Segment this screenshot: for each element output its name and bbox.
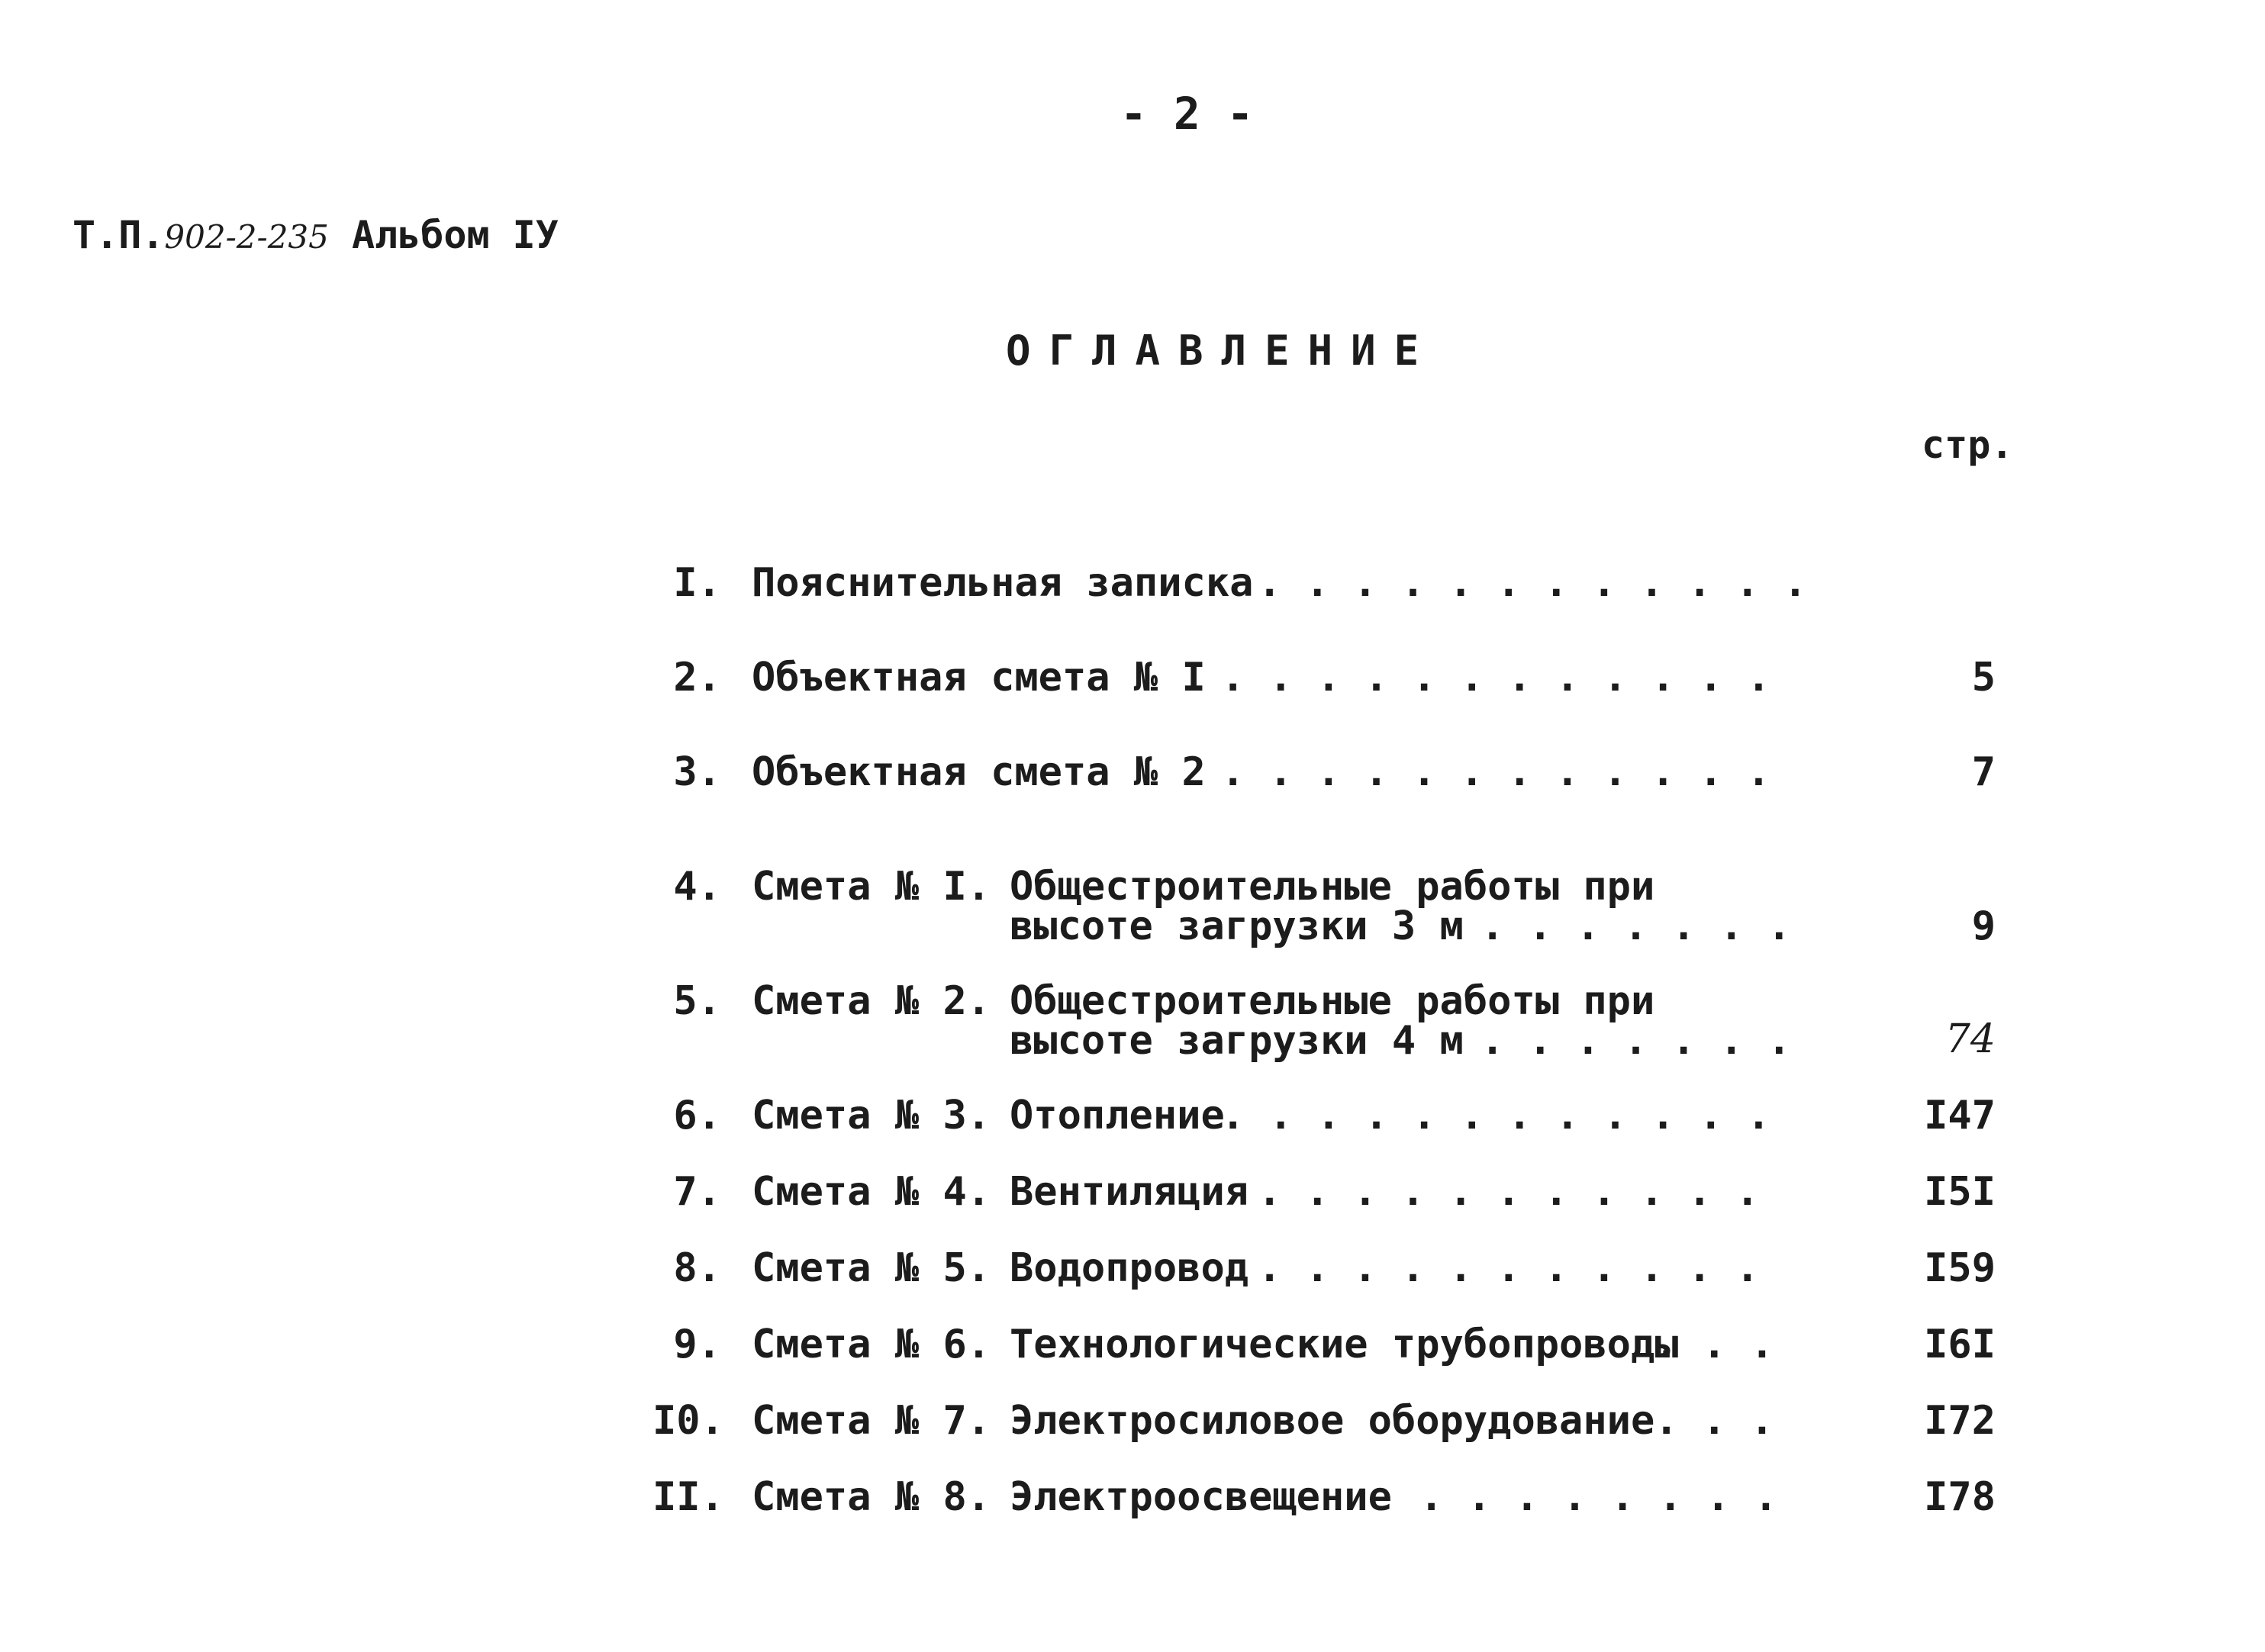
toc-entry-dots: . . . . . . . <box>1480 903 1791 949</box>
toc-entry-page: I47 <box>1924 1093 1996 1138</box>
toc-entry-label: Объектная смета № 2 <box>752 749 1206 795</box>
toc-entry-dots: . . . . . . . . <box>1419 1474 1778 1520</box>
toc-entry-number: 8. <box>673 1245 721 1291</box>
toc-entry-number: 7. <box>673 1169 721 1215</box>
toc-entry-label: Смета № 7. <box>752 1398 991 1444</box>
toc-entry-title-line1: Вентиляция <box>1010 1169 1249 1215</box>
doc-ref-handwritten-code: 902-2-235 <box>164 218 329 256</box>
toc-entry-dots: . . . <box>1654 1398 1774 1444</box>
doc-ref-spacer <box>329 213 352 257</box>
toc-entry-title-line1: Технологические трубопроводы <box>1010 1322 1679 1367</box>
toc-entry-page: I59 <box>1924 1245 1996 1291</box>
toc-entry-title-line1: Водопровод <box>1010 1245 1249 1291</box>
toc-entry-page: I72 <box>1924 1398 1996 1444</box>
toc-entry-page: I5I <box>1924 1169 1996 1215</box>
toc-entry-number: 9. <box>673 1322 721 1367</box>
toc-entry-label: Смета № 2. <box>752 978 991 1024</box>
toc-entry-title-line1: Общестроительные работы при <box>1010 978 1655 1024</box>
toc-entry-number: 6. <box>673 1093 721 1138</box>
toc-entry-page: 7 <box>1971 749 1996 795</box>
toc-entry-dots: . . . . . . . <box>1480 1018 1791 1064</box>
toc-title: ОГЛАВЛЕНИЕ <box>1006 327 1438 375</box>
doc-ref-suffix: Альбом IУ <box>351 213 559 257</box>
toc-entry-number: 3. <box>673 749 721 795</box>
page-number: - 2 - <box>1120 88 1254 140</box>
toc-entry-dots: . . . . . . . . . . . <box>1258 1169 1760 1215</box>
document-reference <box>72 213 559 257</box>
doc-ref-prefix: Т.П. <box>72 213 165 257</box>
toc-entry-title-line1: Общестроительные работы при <box>1010 864 1655 910</box>
toc-entry-label: Смета № 5. <box>752 1245 991 1291</box>
toc-entry-dots: . . . . . . . . . . . . <box>1221 749 1771 795</box>
toc-entry-page: 74 <box>1944 1016 1996 1062</box>
toc-entry-label: Смета № 6. <box>752 1322 991 1367</box>
toc-entry-number: 2. <box>673 655 721 700</box>
toc-entry-page: 9 <box>1971 903 1996 949</box>
toc-entry-dots: . . . . . . . . . . . . <box>1258 560 1808 606</box>
toc-entry-title-line1: Электросиловое оборудование <box>1010 1398 1655 1444</box>
toc-entry-title-line2: высоте загрузки 3 м <box>1010 903 1464 949</box>
toc-entry-number: II. <box>652 1474 724 1520</box>
page-column-header: стр. <box>1922 423 2014 467</box>
toc-entry-page: 5 <box>1971 655 1996 700</box>
toc-entry-label: Объектная смета № I <box>752 655 1206 700</box>
toc-entry-label: Смета № 4. <box>752 1169 991 1215</box>
toc-entry-label: Смета № 3. <box>752 1093 991 1138</box>
toc-entry-title-line1: Электроосвещение <box>1010 1474 1392 1520</box>
toc-entry-number: I. <box>673 560 721 606</box>
toc-entry-label: Смета № I. <box>752 864 991 910</box>
toc-entry-page: I6I <box>1924 1322 1996 1367</box>
toc-entry-title-line1: Отопление <box>1010 1093 1225 1138</box>
toc-entry-dots: . . . . . . . . . . . <box>1258 1245 1760 1291</box>
toc-entry-number: 4. <box>673 864 721 910</box>
toc-entry-page: I78 <box>1924 1474 1996 1520</box>
toc-entry-label: Пояснительная записка <box>752 560 1254 606</box>
toc-entry-title-line2: высоте загрузки 4 м <box>1010 1018 1464 1064</box>
toc-entry-dots: . . . . . . . . . . . . <box>1221 655 1771 700</box>
toc-entry-dots: . . . <box>1654 1322 1774 1367</box>
toc-entry-label: Смета № 8. <box>752 1474 991 1520</box>
toc-entry-number: I0. <box>652 1398 724 1444</box>
toc-entry-dots: . . . . . . . . . . . . <box>1221 1093 1771 1138</box>
toc-entry-number: 5. <box>673 978 721 1024</box>
